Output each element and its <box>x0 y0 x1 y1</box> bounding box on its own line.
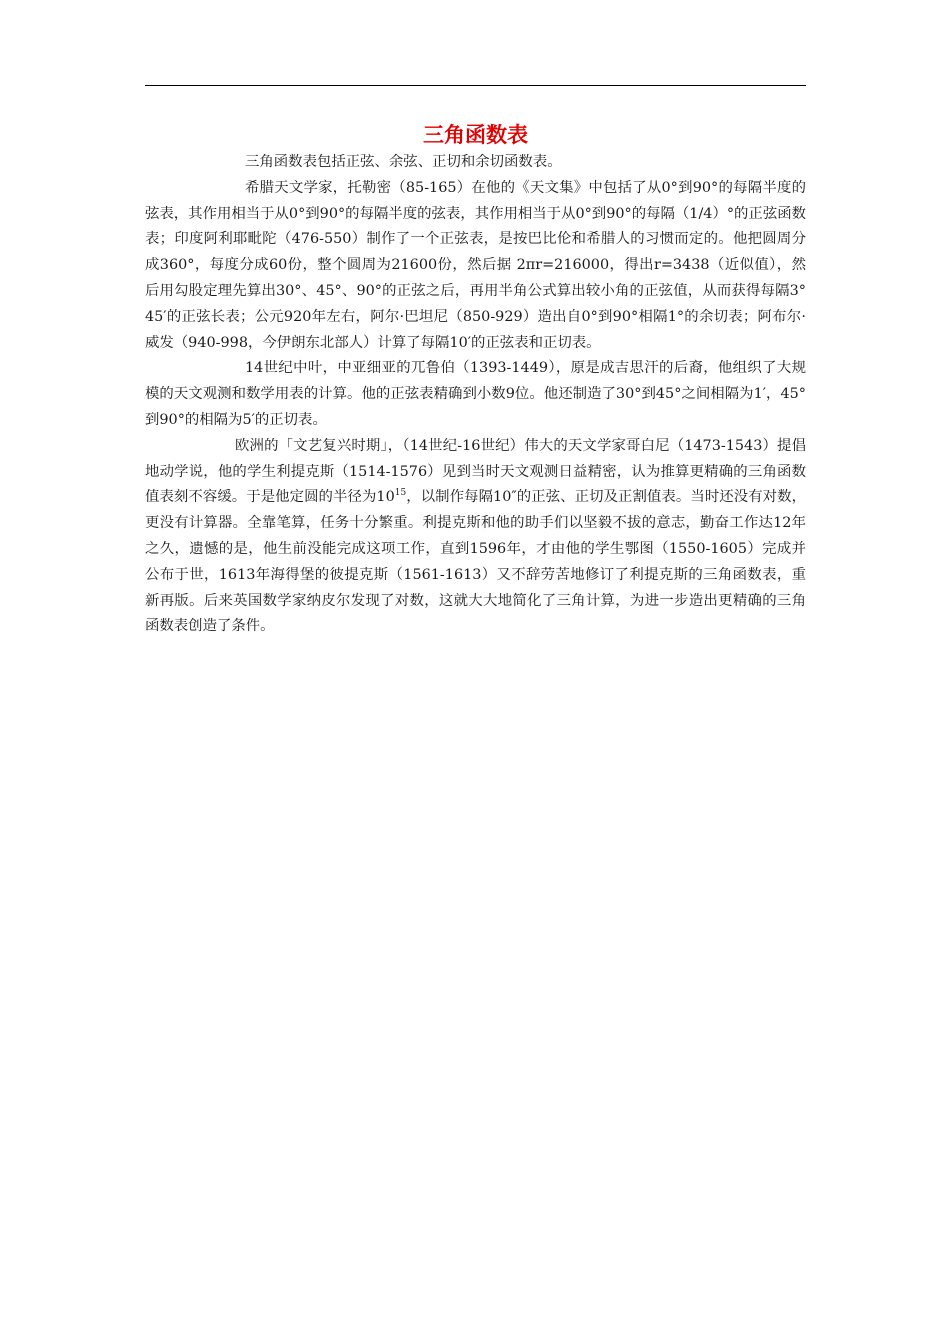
paragraph-ptolemy: 希腊天文学家，托勒密（85-165）在他的《天文集》中包括了从0°到90°的每隔半度的弦表，其作用相当于从0°到90°的每隔半度的弦表，其作用相当于从0°到90°的每隔（1/4）°的正弦函数表；印度阿利耶毗陀（476-550）制作了一个正弦表，是按巴比伦和希腊人的习惯而定的。他把圆周分成360°，每度分成60份，整个圆周为21600份，然后据 2πr=216000，得出r=3438（近似值），然后用勾股定理先算出30°、45°、90°的正弦之后，再用半角公式算出较小角的正弦值，从而获得每隔3°45′的正弦长表；公元920年左右，阿尔·巴坦尼（850-929）造出自0°到90°相隔1°的余切表；阿布尔·威发（940-998，今伊朗东北部人）计算了每隔10′的正弦表和正切表。 <box>145 179 806 351</box>
radius-exponent: 15 <box>394 488 407 499</box>
document-body <box>145 120 806 640</box>
paragraph-renaissance-part1: 欧洲的「文艺复兴时期」，（14世纪-16世纪）伟大的天文学家哥白尼（1473-1543）提倡地动学说，他的学生利提克斯（1514-1576）见到当时天文观测日益精密，认为推算更精确的三角函数值表刻不容缓。于是他定圆的半径为10 <box>145 437 806 506</box>
paragraph-renaissance <box>145 434 806 640</box>
paragraph-renaissance-part2: ，以制作每隔10″的正弦、正切及正割值表。当时还没有对数，更没有计算器。全靠笔算，任务十分繁重。利提克斯和他的助手们以坚毅不拔的意志，勤奋工作达12年之久，遗憾的是，他生前没能完成这项工作，直到1596年，才由他的学生鄂图（1550-1605）完成并公布于世，1613年海得堡的彼提克斯（1561-1613）又不辞劳苦地修订了利提克斯的三角函数表，重新再版。后来英国数学家纳皮尔发现了对数，这就大大地简化了三角计算，为进一步造出更精确的三角函数表创造了条件。 <box>145 489 807 635</box>
header-rule <box>145 85 806 86</box>
document-title: 三角函数表 <box>423 123 528 147</box>
paragraph-ulugh-beg: 14世纪中叶，中亚细亚的兀鲁伯（1393-1449），原是成吉思汗的后裔，他组织了大规模的天文观测和数学用表的计算。他的正弦表精确到小数9位。他还制造了30°到45°之间相隔为1′，45°到90°的相隔为5′的正切表。 <box>145 360 806 428</box>
intro-paragraph: 三角函数表包括正弦、余弦、正切和余切函数表。 <box>245 154 562 170</box>
